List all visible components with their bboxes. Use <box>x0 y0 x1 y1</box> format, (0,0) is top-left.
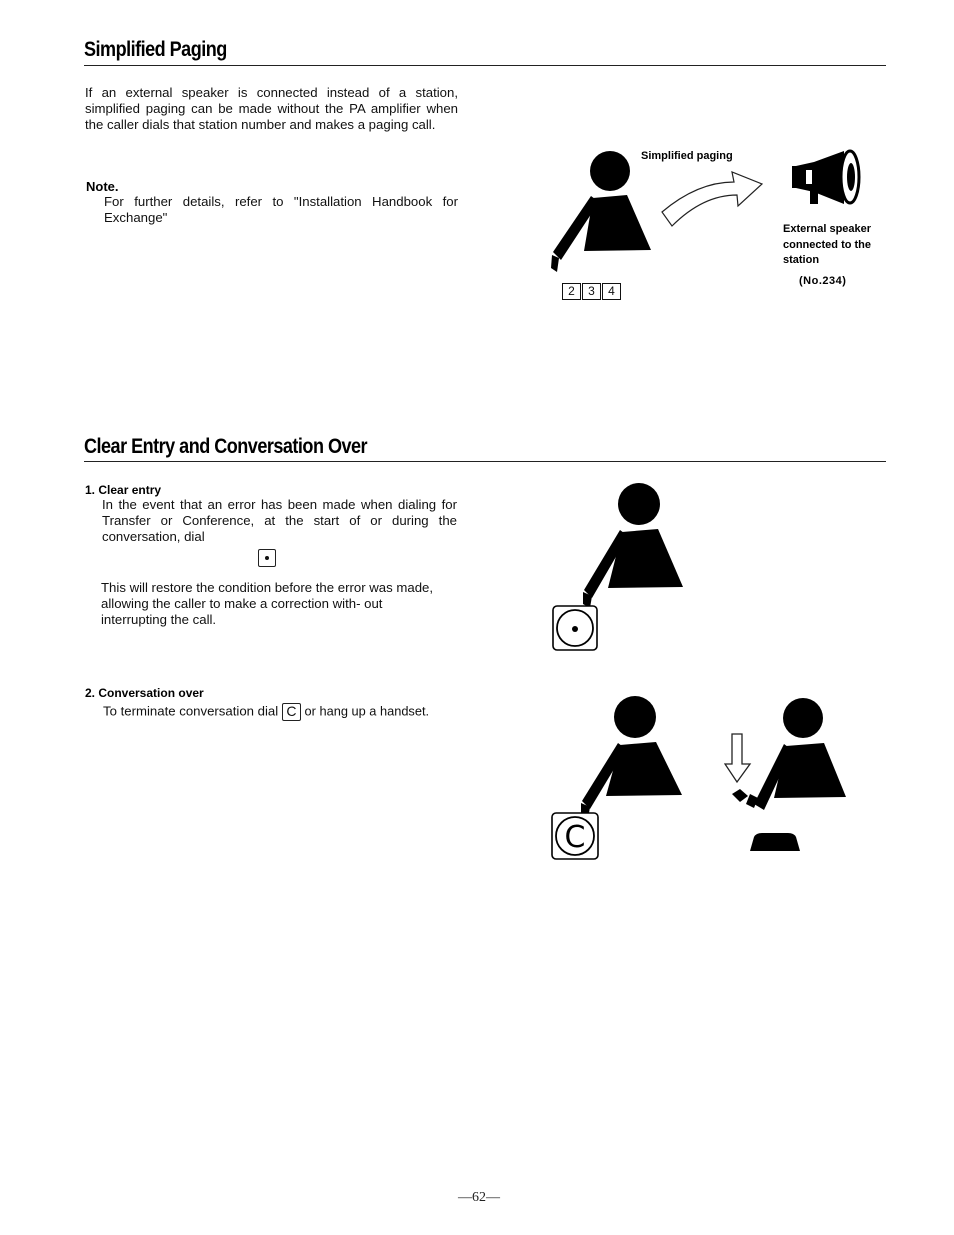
station-number: (No.234) <box>799 275 847 287</box>
clear-key-label: C <box>286 703 297 719</box>
conversation-over-heading: 2. Conversation over <box>85 686 204 700</box>
person-dialing-icon <box>545 148 655 273</box>
dial-key: 3 <box>582 283 601 300</box>
section-title-clear-entry: Clear Entry and Conversation Over <box>84 435 368 458</box>
dial-key: 2 <box>562 283 581 300</box>
person-hanging-up-icon <box>728 694 848 854</box>
conversation-over-line <box>103 703 429 721</box>
clear-entry-text-a: In the event that an error has been made when dialing for Transfer or Conference, at the start of or during the conversation, dial <box>102 497 457 544</box>
figure-caption-simplified-paging: Simplified paging <box>641 150 733 162</box>
speaker-caption: External speaker connected to the station <box>783 223 872 266</box>
handset-icon <box>748 831 802 853</box>
dial-keys-234 <box>562 283 621 300</box>
clear-entry-text-b: This will restore the condition before the error was made, allowing the caller to make a correction with- out interrupting the call. <box>101 580 434 627</box>
note-text: For further details, refer to "Installation Handbook for Exchange" <box>104 194 458 225</box>
dot-key-icon <box>258 549 276 567</box>
note-label: Note. <box>86 179 119 194</box>
section-title-simplified-paging: Simplified Paging <box>84 38 227 61</box>
page-number: —62— <box>458 1190 500 1205</box>
conversation-over-text-after: or hang up a handset. <box>304 703 430 719</box>
section-divider <box>84 461 886 462</box>
megaphone-icon <box>788 148 864 208</box>
simplified-paging-paragraph: If an external speaker is connected instead of a station, simplified paging can be made without the PA amplifier when the caller dials that station number and makes a paging call. <box>85 85 458 132</box>
svg-text:C: C <box>564 820 586 855</box>
clear-key-icon <box>282 703 301 721</box>
person-pressing-clear-key-icon <box>550 693 690 863</box>
section-divider <box>84 65 886 66</box>
person-pressing-dot-key-icon <box>550 480 690 655</box>
clear-entry-heading: 1. Clear entry <box>85 483 162 497</box>
conversation-over-text-before: To terminate conversation dial <box>103 703 279 719</box>
curved-arrow-icon <box>658 168 766 230</box>
dial-key: 4 <box>602 283 621 300</box>
